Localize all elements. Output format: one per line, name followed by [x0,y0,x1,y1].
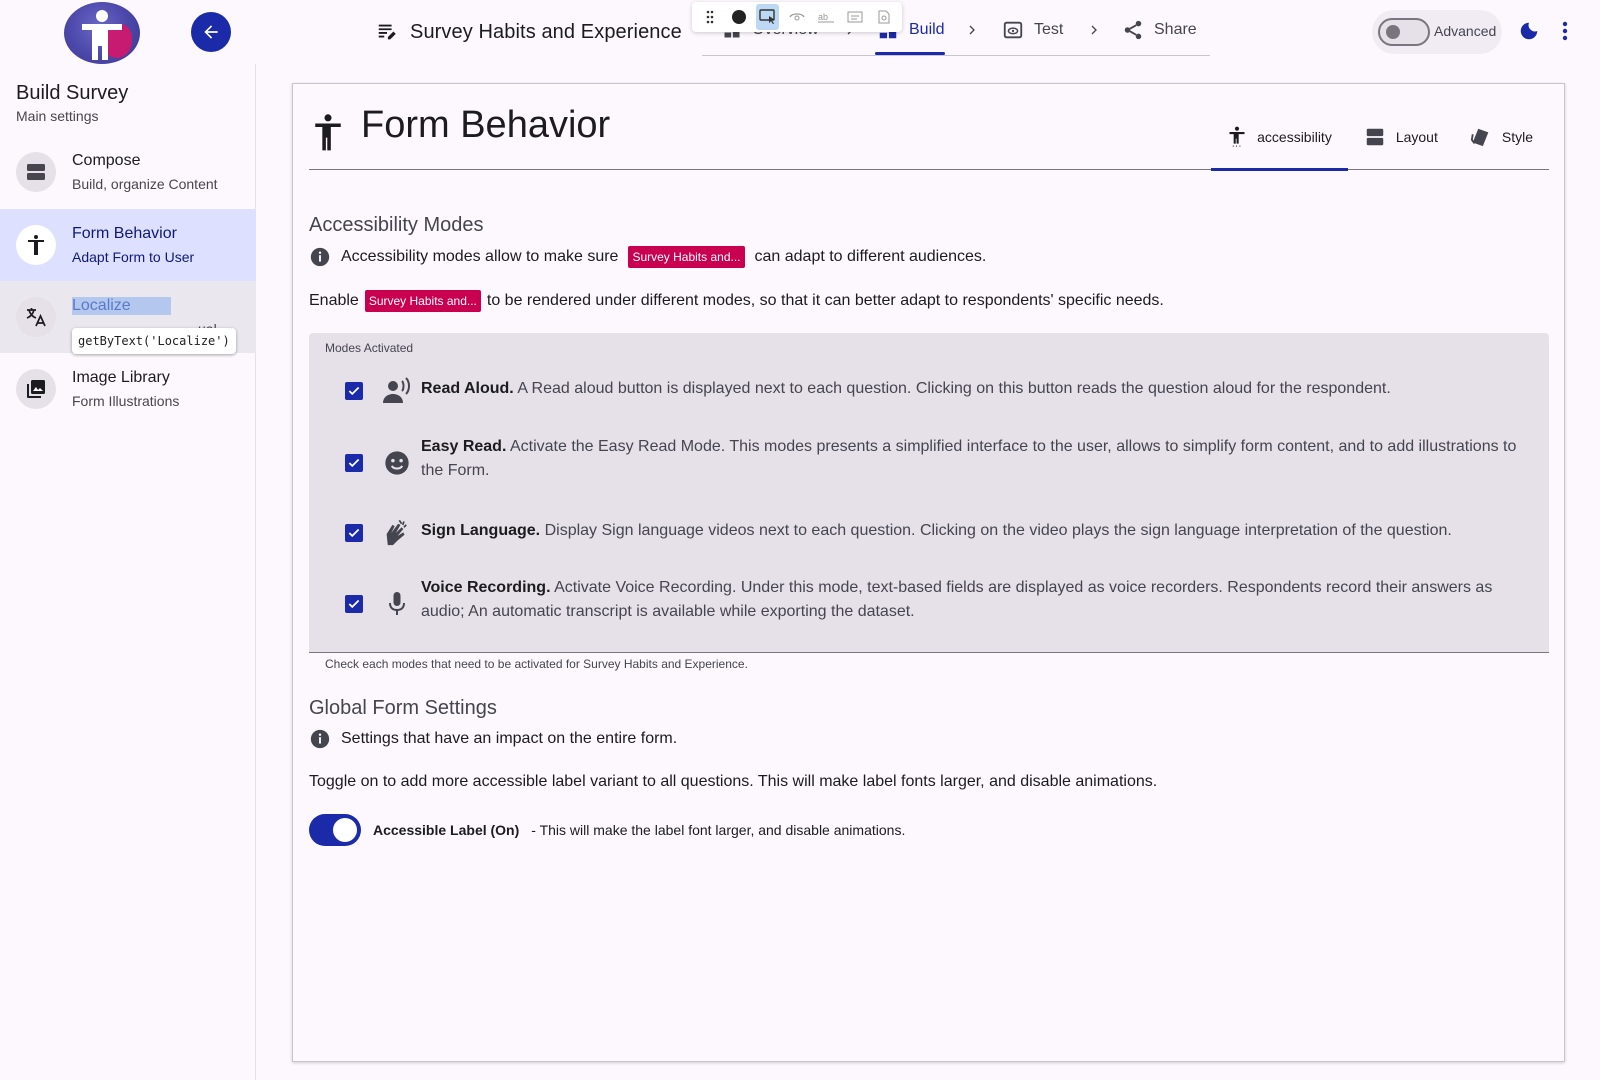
tab-label: Style [1501,129,1533,145]
tab-accessibility[interactable] [1211,104,1348,170]
share-icon [1122,19,1144,41]
chevron-right-icon [964,22,980,38]
advanced-switch[interactable] [1378,18,1430,46]
mode-text: Activate Voice Recording. Under this mode, text-based fields are displayed as voice recorders. Respondents record their answers as audio; An automatic transcript is available while exporting the dataset. [421,579,1493,620]
view-agenda-icon [16,152,56,192]
global-settings-heading: Global Form Settings [309,697,497,719]
info-text: can adapt to different audiences. [754,248,987,265]
form-behavior-card [292,83,1565,1062]
step-share[interactable] [1122,14,1197,46]
back-button[interactable] [191,12,231,52]
accessible-label-desc: - This will make the label font larger, and disable animations. [531,822,906,838]
info-text: Settings that have an impact on the entire form. [341,730,678,747]
info-text: Accessibility modes allow to make sure [341,248,619,265]
accessible-label-title: Accessible Label (On) [373,822,520,838]
sidebar-item-label: Form Behavior [72,225,177,242]
tab-style[interactable] [1454,104,1549,170]
tab-label: Layout [1395,129,1438,145]
accessible-label-switch[interactable] [309,814,361,846]
preview-icon [1002,19,1024,41]
paragraph-text: Toggle on to add more accessible label variant to all questions. This will make label fonts larger, and disable animations. [309,773,1158,790]
section-tabs [1211,104,1549,170]
step-test[interactable] [1002,14,1063,46]
assert-visibility-icon[interactable] [785,4,808,30]
mode-title: Sign Language. [421,522,541,539]
info-icon [309,246,331,268]
record-voice-icon [381,375,413,407]
sidebar-item-compose[interactable] [0,136,256,208]
svg-text:ab: ab [818,12,829,22]
survey-name-chip: Survey Habits and... [628,246,744,268]
step-test-label: Test [1034,21,1064,38]
sidebar-item-label: Image Library [72,369,170,386]
drag-handle-icon[interactable] [698,4,721,30]
modes-group-label: Modes Activated [325,341,414,355]
tab-label: accessibility [1257,129,1332,145]
mode-title: Easy Read. [421,438,507,455]
app-logo[interactable] [64,2,140,64]
mode-text: Display Sign language videos next to each question. Clicking on the video plays the sign language interpretation of the question. [544,522,1452,539]
modes-helper-text: Check each modes that need to be activated for Survey Habits and Experience. [325,657,748,671]
step-active-indicator [875,52,945,55]
sidebar-item-label: Localize [72,297,171,315]
mode-text: Activate the Easy Read Mode. This modes presents a simplified interface to the user, allows to simplify form content, and to add illustrations to the Form. [421,438,1517,479]
sidebar-item-image-library[interactable] [0,353,256,425]
style-icon [1470,126,1492,148]
assert-snapshot-icon[interactable] [873,4,896,30]
mode-text: A Read aloud button is displayed next to each question. Clicking on this button reads the question aloud for the respondent. [517,380,1391,397]
sidebar-item-label: Compose [72,152,141,169]
info-icon [309,728,331,750]
edit-note-icon [376,21,398,43]
advanced-label: Advanced [1434,23,1497,39]
mode-title: Voice Recording. [421,579,551,596]
survey-name-chip: Survey Habits and... [365,290,481,312]
paragraph-text: Enable [309,292,359,309]
paragraph-text: to be rendered under different modes, so that it can better adapt to respondents' specific needs. [486,292,1164,309]
view-agenda-icon [1364,126,1386,148]
enable-paragraph [309,289,1164,313]
sidebar-item-desc: Form Illustrations [72,393,180,409]
photo-library-icon [16,369,56,409]
mode-title: Read Aloud. [421,380,514,397]
read-aloud-description [421,377,1521,401]
more-vert-icon[interactable] [1562,20,1568,42]
accessibility-info [309,245,986,269]
easy-read-description [421,435,1521,483]
assert-value-icon[interactable] [844,4,867,30]
survey-title-text: Survey Habits and Experience [410,20,682,43]
top-app-bar [0,0,1600,64]
record-icon[interactable] [727,4,750,30]
pick-locator-icon[interactable] [756,4,779,30]
toggle-intro [309,770,1157,794]
modes-activated-group [309,333,1549,653]
sidebar-subtitle: Main settings [16,108,99,124]
smiley-icon [381,447,413,479]
voice-recording-description [421,576,1521,624]
accessibility-icon [1227,125,1247,149]
card-header [309,100,1549,170]
voice-recording-checkbox[interactable] [345,595,363,613]
chevron-right-icon [1086,22,1102,38]
sign-language-description [421,519,1521,543]
sign-language-checkbox[interactable] [345,524,363,542]
accessibility-modes-heading: Accessibility Modes [309,214,484,236]
devtools-overlay-toolbar [692,2,902,32]
sidebar-item-form-behavior[interactable] [0,209,256,281]
mic-icon [381,588,413,620]
accessibility-icon [16,225,56,265]
tab-layout[interactable] [1348,104,1454,170]
page-title: Form Behavior [361,104,611,146]
sign-language-icon [381,517,413,549]
easy-read-checkbox[interactable] [345,454,363,472]
arrow-back-icon [201,22,221,42]
dark-mode-icon[interactable] [1518,20,1540,42]
sidebar [0,64,256,1080]
locator-tooltip: getByText('Localize') [72,328,236,354]
accessible-label-setting [309,813,905,847]
read-aloud-checkbox[interactable] [345,382,363,400]
sidebar-item-desc: Adapt Form to User [72,249,195,265]
assert-text-icon[interactable] [815,4,838,30]
survey-title [376,18,682,46]
step-share-label: Share [1154,21,1197,38]
global-settings-info [309,727,677,751]
advanced-toggle[interactable] [1372,10,1502,54]
accessibility-icon [311,112,345,152]
step-build-label: Build [909,21,945,38]
sidebar-title: Build Survey [16,82,129,104]
translate-icon [16,297,56,337]
sidebar-item-desc: Build, organize Content [72,176,218,192]
